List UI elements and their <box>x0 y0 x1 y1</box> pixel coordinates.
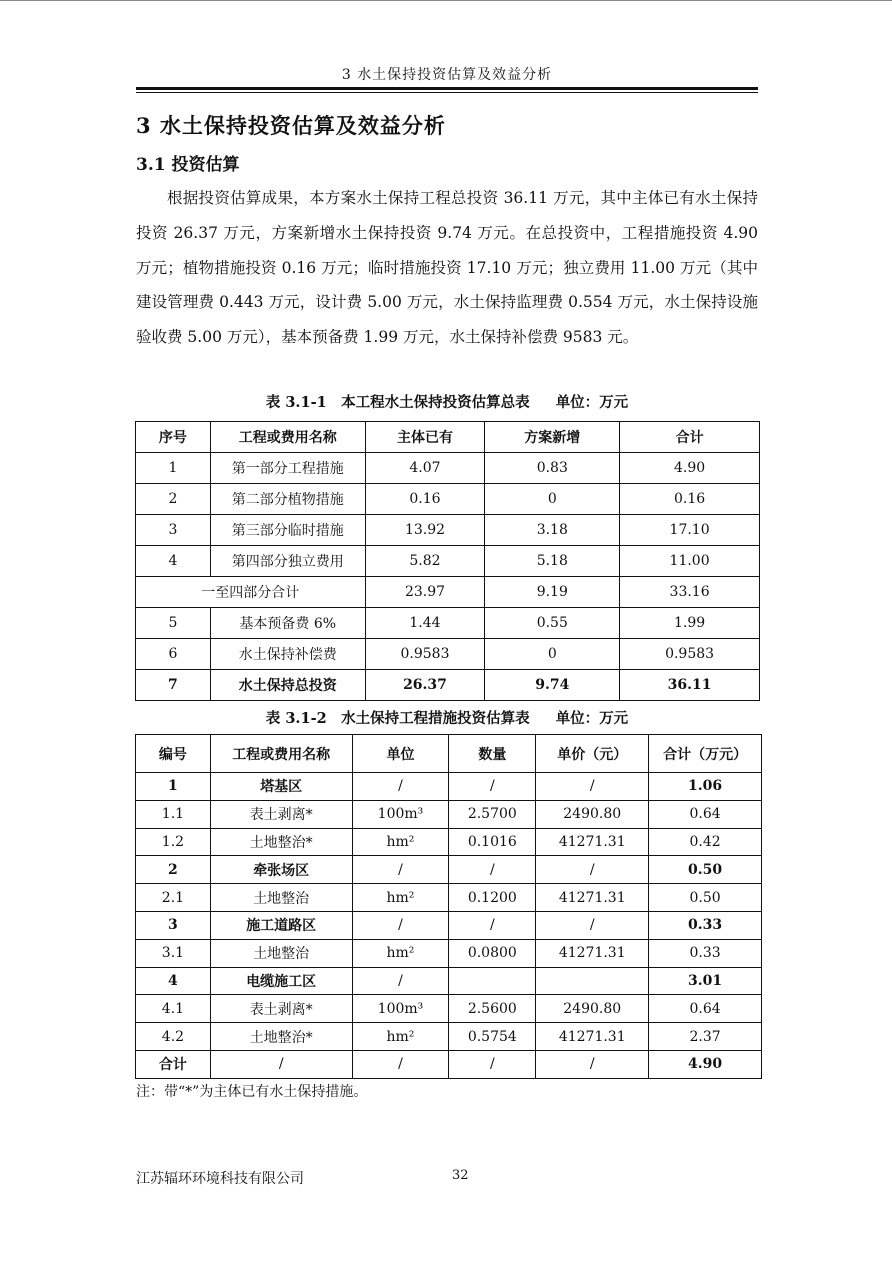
table-cell: 2.1 <box>136 884 211 912</box>
table-cell: 41271.31 <box>536 939 649 967</box>
table-cell: 4.90 <box>620 453 760 484</box>
table-cell: 0.1016 <box>449 828 536 856</box>
table-cell: 电缆施工区 <box>210 967 352 995</box>
table-cell: 1.44 <box>365 608 485 639</box>
header-cell: 合计（万元） <box>649 735 762 773</box>
table-row-subtotal <box>136 577 760 608</box>
table-cell: 9.19 <box>485 577 620 608</box>
table-cell: 0.42 <box>649 828 762 856</box>
table-cell: 41271.31 <box>536 828 649 856</box>
table-cell: 4.1 <box>136 995 211 1023</box>
table-cell: 6 <box>136 639 211 670</box>
table-row-total <box>136 1050 762 1078</box>
table-cell: 2490.80 <box>536 995 649 1023</box>
table-cell: 0.83 <box>485 453 620 484</box>
table-cell: / <box>536 1050 649 1078</box>
header-cell: 主体已有 <box>365 422 485 453</box>
table-cell: 41271.31 <box>536 1023 649 1051</box>
table-cell: 17.10 <box>620 515 760 546</box>
table-cell: 第一部分工程措施 <box>210 453 365 484</box>
table-cell: / <box>352 1050 449 1078</box>
page-number: 32 <box>452 1168 469 1183</box>
table-cell: / <box>449 856 536 884</box>
paragraph-text: 根据投资估算成果，本方案水土保持工程总投资 36.11 万元，其中主体已有水土保持投资 26.37 万元，方案新增水土保持投资 9.74 万元。在总投资中，工程措施投资 4.90 万元；植物措施投资 0.16 万元；临时措施投资 17.10 万元；独立费用 11.00 万元（其中建设管理费 0.443 万元，设计费 5.00 万元，水土保持监理费 0.554 万元，水土保持设施验收费 5.00 万元），基本预备费 1.99 万元，水土保持补偿费 9583 元。 <box>136 189 758 347</box>
table-cell: 36.11 <box>620 670 760 701</box>
table-row-total <box>136 670 760 701</box>
table-cell: 13.92 <box>365 515 485 546</box>
table-row <box>136 484 760 515</box>
table-cell: 水土保持总投资 <box>210 670 365 701</box>
table-cell: hm² <box>352 1023 449 1051</box>
table-cell: 4.2 <box>136 1023 211 1051</box>
table-row <box>136 639 760 670</box>
table-cell: / <box>536 856 649 884</box>
table-cell: 2.5600 <box>449 995 536 1023</box>
table-row <box>136 828 762 856</box>
table-row-group <box>136 773 762 801</box>
header-rule-thin <box>136 92 758 93</box>
table2-unit: 单位：万元 <box>555 710 629 727</box>
table-cell: 0.33 <box>649 911 762 939</box>
table-cell: 0.9583 <box>365 639 485 670</box>
table-cell: / <box>210 1050 352 1078</box>
header-cell: 方案新增 <box>485 422 620 453</box>
table-cell: 2490.80 <box>536 800 649 828</box>
header-cell: 工程或费用名称 <box>210 735 352 773</box>
table-cell: 1.99 <box>620 608 760 639</box>
table-cell: 0.55 <box>485 608 620 639</box>
table-cell: 100m³ <box>352 995 449 1023</box>
table-cell: 0.33 <box>649 939 762 967</box>
table-cell: 表土剥离* <box>210 800 352 828</box>
table-cell: 1.06 <box>649 773 762 801</box>
section-title: 3 水土保持投资估算及效益分析 <box>136 113 446 138</box>
table-cell: 土地整治 <box>210 939 352 967</box>
table-cell: 3.1 <box>136 939 211 967</box>
table-cell: 4 <box>136 546 211 577</box>
table-row <box>136 1023 762 1051</box>
table-cell: 33.16 <box>620 577 760 608</box>
table-cell <box>449 967 536 995</box>
table-cell: / <box>536 773 649 801</box>
table-cell: 0 <box>485 639 620 670</box>
table-cell: 4 <box>136 967 211 995</box>
table-cell: 1 <box>136 453 211 484</box>
table-cell: / <box>449 911 536 939</box>
table-cell: 2.37 <box>649 1023 762 1051</box>
table2-caption <box>136 707 758 728</box>
table-cell: 土地整治 <box>210 884 352 912</box>
table-cell: 3.01 <box>649 967 762 995</box>
table-row-group <box>136 967 762 995</box>
table-row <box>136 515 760 546</box>
top-border <box>0 0 892 1</box>
table-cell: 第四部分独立费用 <box>210 546 365 577</box>
table-cell: / <box>536 911 649 939</box>
table-cell: / <box>352 773 449 801</box>
header-cell: 单价（元） <box>536 735 649 773</box>
table-cell: 7 <box>136 670 211 701</box>
table-cell: / <box>352 911 449 939</box>
table-cell: 1 <box>136 773 211 801</box>
table-cell: 土地整治* <box>210 1023 352 1051</box>
table-cell: 100m³ <box>352 800 449 828</box>
table-cell: 0.50 <box>649 856 762 884</box>
table-cell: 施工道路区 <box>210 911 352 939</box>
table-cell: 0.5754 <box>449 1023 536 1051</box>
table-note: 注：带“*”为主体已有水土保持措施。 <box>136 1084 368 1100</box>
table-cell: 0.1200 <box>449 884 536 912</box>
running-header: 3 水土保持投资估算及效益分析 <box>341 67 553 83</box>
table-cell: 2 <box>136 484 211 515</box>
table-cell: 0.16 <box>620 484 760 515</box>
table-cell: 4.90 <box>649 1050 762 1078</box>
table-cell: 3.18 <box>485 515 620 546</box>
header-cell: 序号 <box>136 422 211 453</box>
table-row <box>136 800 762 828</box>
header-rule-thick <box>136 87 758 90</box>
table-cell: 0.0800 <box>449 939 536 967</box>
table-cell: 23.97 <box>365 577 485 608</box>
table-header-row <box>136 735 762 773</box>
table-cell: 9.74 <box>485 670 620 701</box>
table-row <box>136 546 760 577</box>
table-cell: 合计 <box>136 1050 211 1078</box>
table-cell: 1.1 <box>136 800 211 828</box>
subsection-title: 3.1 投资估算 <box>136 155 240 175</box>
header-cell: 编号 <box>136 735 211 773</box>
table-cell: 0.64 <box>649 995 762 1023</box>
table-cell: 牵张场区 <box>210 856 352 884</box>
investment-summary-table <box>135 421 760 701</box>
engineering-measures-table <box>135 734 762 1079</box>
table-cell: 0.64 <box>649 800 762 828</box>
table-cell: 水土保持补偿费 <box>210 639 365 670</box>
table-cell: 0.16 <box>365 484 485 515</box>
table-cell: 2.5700 <box>449 800 536 828</box>
table-cell: 5.82 <box>365 546 485 577</box>
body-paragraph <box>136 181 758 355</box>
table-cell: 一至四部分合计 <box>136 577 366 608</box>
table-cell: 3 <box>136 911 211 939</box>
table-cell: hm² <box>352 884 449 912</box>
table-cell: 4.07 <box>365 453 485 484</box>
header-cell: 合计 <box>620 422 760 453</box>
table-cell: / <box>449 773 536 801</box>
table-cell <box>536 967 649 995</box>
table-cell: 3 <box>136 515 211 546</box>
table-cell: 5.18 <box>485 546 620 577</box>
table-cell: 第三部分临时措施 <box>210 515 365 546</box>
table-cell: / <box>449 1050 536 1078</box>
table-cell: 41271.31 <box>536 884 649 912</box>
table1-unit: 单位：万元 <box>555 394 629 411</box>
table-cell: hm² <box>352 939 449 967</box>
table1-caption <box>136 391 758 412</box>
table-cell: 0.9583 <box>620 639 760 670</box>
table-cell: 1.2 <box>136 828 211 856</box>
table-cell: 26.37 <box>365 670 485 701</box>
table-row <box>136 995 762 1023</box>
table2-caption-title: 表 3.1-2 水土保持工程措施投资估算表 <box>265 710 530 727</box>
header-cell: 工程或费用名称 <box>210 422 365 453</box>
header-cell: 数量 <box>449 735 536 773</box>
table-cell: hm² <box>352 828 449 856</box>
table-cell: 土地整治* <box>210 828 352 856</box>
table-cell: 0.50 <box>649 884 762 912</box>
table-row <box>136 608 760 639</box>
table-cell: 11.00 <box>620 546 760 577</box>
table-cell: 第二部分植物措施 <box>210 484 365 515</box>
table-cell: 0 <box>485 484 620 515</box>
table-row-group <box>136 856 762 884</box>
table-row <box>136 453 760 484</box>
table1-caption-title: 表 3.1-1 本工程水土保持投资估算总表 <box>265 394 530 411</box>
table-row-group <box>136 911 762 939</box>
header-cell: 单位 <box>352 735 449 773</box>
table-cell: 基本预备费 6% <box>210 608 365 639</box>
table-cell: 5 <box>136 608 211 639</box>
table-cell: 塔基区 <box>210 773 352 801</box>
table-cell: 表土剥离* <box>210 995 352 1023</box>
footer-company: 江苏辐环环境科技有限公司 <box>136 1171 304 1187</box>
table-cell: / <box>352 856 449 884</box>
table-header-row <box>136 422 760 453</box>
table-cell: 2 <box>136 856 211 884</box>
table-row <box>136 939 762 967</box>
table-cell: / <box>352 967 449 995</box>
table-row <box>136 884 762 912</box>
